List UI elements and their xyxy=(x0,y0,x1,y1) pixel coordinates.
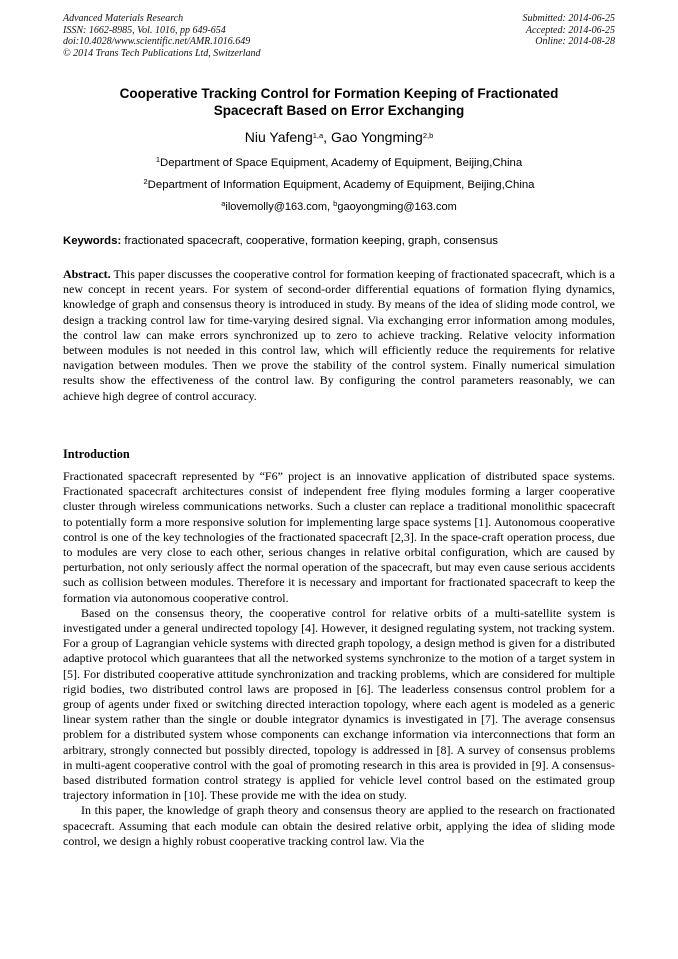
intro-paragraph-2: Based on the consensus theory, the cooperative control for relative orbits of a multi-satellite system is investigated under a general undirected topology [4]. However, it designed regulating system, not tracking system. For a group of Lagrangian vehicle systems with directed graph topology, a design method is given for a distributed adaptive protocol which guarantees that all the networked systems synchronize to the motion of a target system in [5]. For distributed cooperative attitude synchronization and tracking problems, which are considered for multiple rigid bodies, two distributed control laws are proposed in [6]. The leaderless consensus control problem for a group of agents under fixed or switching directed interaction topology, where each agent is modeled as a generic linear system rather than the single or double integrator dynamics is investigated in [7]. The average consensus problem for a distributed system whose components can exchange information via interconnections that form an arbitrary, strongly connected but possibly directed, topology is addressed in [8]. A survey of consensus problems in multi-agent cooperative control with the goal of promoting research in this area is provided in [9]. A consensus-based distributed formation control strategy is applied for vehicle level control based on the estimated group trajectory information in [10]. These provide me with the idea on study. xyxy=(63,605,615,803)
email-a-sup: a xyxy=(221,199,226,208)
author-2-name: Gao Yongming xyxy=(330,129,423,145)
introduction-heading: Introduction xyxy=(63,447,130,461)
abstract-label: Abstract. xyxy=(63,267,111,281)
author-1-name: Niu Yafeng xyxy=(244,129,313,145)
author-emails xyxy=(0,201,678,213)
author-separator: , xyxy=(323,129,331,145)
introduction-body xyxy=(63,469,615,849)
doi-link[interactable]: doi:10.4028/www.scientific.net/AMR.1016.649 xyxy=(63,36,251,47)
affiliation-2-text: Department of Information Equipment, Academy of Equipment, Beijing,China xyxy=(147,179,535,191)
affiliation-2-sup: 2 xyxy=(143,177,148,186)
author-1-sup: 1,a xyxy=(312,131,324,140)
keywords-line xyxy=(63,235,615,247)
issn-line: ISSN: 1662-8985, Vol. 1016, pp 649-654 xyxy=(63,24,226,36)
journal-header-left xyxy=(63,13,261,59)
affiliation-2 xyxy=(0,179,678,191)
accepted-date: Accepted: 2014-06-25 xyxy=(525,24,615,36)
affiliation-1-sup: 1 xyxy=(155,155,160,164)
title-line-1: Cooperative Tracking Control for Formation Keeping of Fractionated xyxy=(119,86,559,101)
email-a[interactable]: ilovemolly@163.com, xyxy=(225,201,334,213)
abstract-paragraph xyxy=(63,267,615,404)
title-line-2: Spacecraft Based on Error Exchanging xyxy=(213,103,465,118)
email-b[interactable]: gaoyongming@163.com xyxy=(337,201,457,213)
online-date: Online: 2014-08-28 xyxy=(535,36,615,47)
abstract-text: This paper discusses the cooperative control for formation keeping of fractionated spacecraft, which is a new concept in recent years. For system of second-order differential equations of formation flying dynamics, knowledge of graph and consensus theory is introduced in study. By means of the idea of sliding mode control, we design a tracking control law for time-varying desired signal. Via exchanging error information among modules, the control law can make errors synchronized up to zero to achieve tracking. Relative velocity information between modules is not needed in this control law, which will efficiently reduce the requirements for relative navigation between modules. Then we prove the stability of the control system. Finally numerical simulation results show the effectiveness of the control law. By configuring the control parameters reasonably, we can achieve high degree of control accuracy. xyxy=(63,267,615,403)
affiliation-1 xyxy=(0,157,678,169)
paper-title xyxy=(40,85,638,119)
author-list xyxy=(0,129,678,145)
affiliation-1-text: Department of Space Equipment, Academy of Equipment, Beijing,China xyxy=(159,157,523,169)
intro-paragraph-3: In this paper, the knowledge of graph theory and consensus theory are applied to the research on fractionated spacecraft. Assuming that each module can obtain the desired relative orbit, applying the idea of sliding mode control, we design a highly robust cooperative tracking control law. Via the xyxy=(63,803,615,848)
intro-paragraph-1: Fractionated spacecraft represented by “F6” project is an innovative application of distributed space systems. Fractionated spacecraft architectures consist of independent free flying modules forming a larger cooperative cluster through wireless communications networks. Such a cluster can replace a traditional monolithic spacecraft to potentially form a more responsive solution for implementing large space systems [1]. Autonomous cooperative control is one of the key technologies of the fractionated spacecraft [2,3]. In the space-craft operation process, due to modules are very close to each other, serious changes in relative orbital configuration, which are caused by perturbation, not only seriously affect the normal operation of the spacecraft, but may even cause serious accidents such as collision between modules. Therefore it is necessary and important for fractionated spacecraft to keep the formation via autonomous cooperative control. xyxy=(63,469,615,605)
email-b-sup: b xyxy=(333,199,338,208)
submitted-date: Submitted: 2014-06-25 xyxy=(522,13,615,24)
journal-name: Advanced Materials Research xyxy=(63,13,184,24)
keywords-label: Keywords: xyxy=(63,235,122,247)
journal-header-right xyxy=(523,13,616,48)
keywords-text: fractionated spacecraft, cooperative, formation keeping, graph, consensus xyxy=(121,235,498,247)
author-2-sup: 2,b xyxy=(422,131,434,140)
copyright-line: © 2014 Trans Tech Publications Ltd, Switzerland xyxy=(63,47,261,59)
